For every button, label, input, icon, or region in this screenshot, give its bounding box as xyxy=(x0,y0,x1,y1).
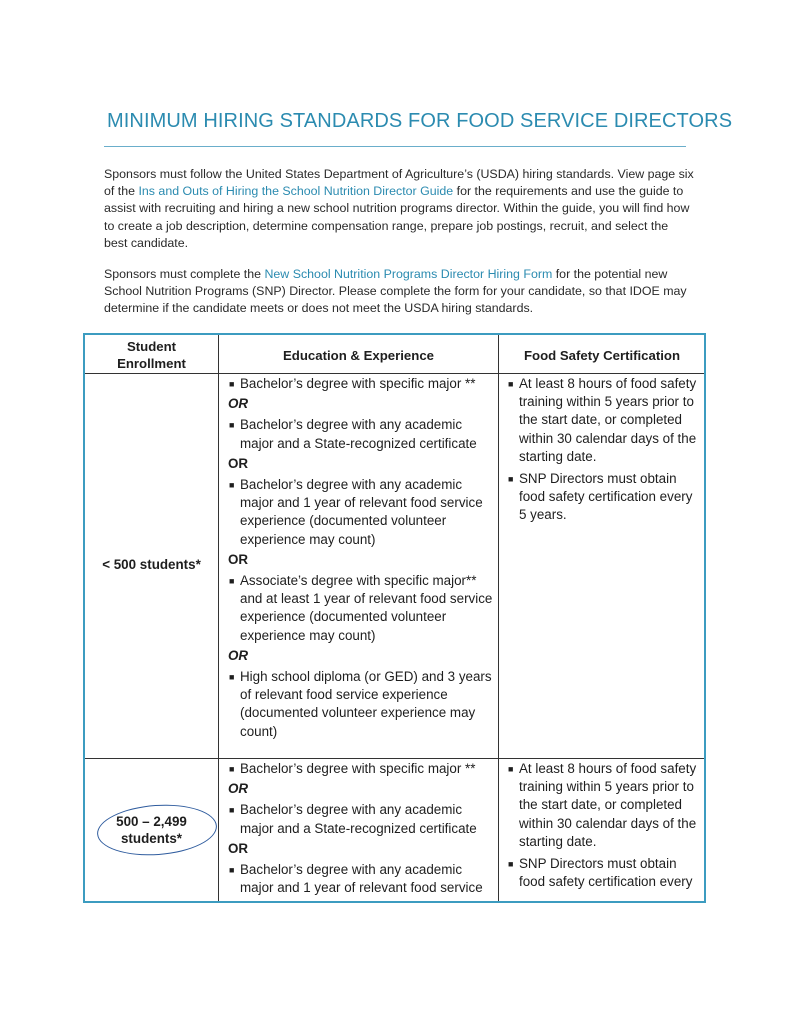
header-food-safety: Food Safety Certification xyxy=(523,348,681,363)
enrollment-line: 500 – 2,499 xyxy=(116,814,187,829)
guide-link[interactable]: Ins and Outs of Hiring the School Nutrition Director Guide xyxy=(138,184,454,199)
food-safety-cell xyxy=(507,760,703,891)
list-item xyxy=(507,375,703,466)
row-divider xyxy=(85,373,704,374)
list-item xyxy=(228,572,494,645)
list-item xyxy=(507,855,703,891)
or-separator: OR xyxy=(228,781,249,797)
or-separator: OR xyxy=(228,647,249,663)
intro-text: for the potential new School Nutrition Programs (SNP) Director. Please complete the form for your candidate, so that IDOE may determine if the candidate meets or does not meet the USDA hiring standards. xyxy=(104,267,687,316)
list-item xyxy=(228,760,494,778)
enrollment-cell: < 500 students* xyxy=(102,557,201,572)
enrollment-cell xyxy=(85,813,218,847)
hiring-standards-table xyxy=(83,333,706,903)
list-item-text: Bachelor’s degree with specific major ** xyxy=(240,376,476,391)
square-bullet-icon: ■ xyxy=(508,474,514,485)
list-item-text: Bachelor’s degree with any academic major and a State-recognized certificate xyxy=(240,417,477,451)
square-bullet-icon: ■ xyxy=(229,764,235,774)
list-item-text: At least 8 hours of food safety training within 5 years prior to the start date, or completed within 30 calendar days of the starting date. xyxy=(519,376,697,464)
header-education: Education & Experience xyxy=(283,348,434,363)
list-item xyxy=(228,476,494,549)
row-divider xyxy=(85,758,704,759)
list-item xyxy=(228,375,494,393)
list-item-text: High school diploma (or GED) and 3 years of relevant food service experience (documented volunteer experience may count) xyxy=(240,669,492,739)
intro-paragraph-1 xyxy=(104,166,694,252)
list-item-text: Bachelor’s degree with any academic major and 1 year of relevant food service xyxy=(240,862,483,896)
page-title: MINIMUM HIRING STANDARDS FOR FOOD SERVICE DIRECTORS xyxy=(107,110,733,132)
list-item xyxy=(228,416,494,452)
square-bullet-icon: ■ xyxy=(229,379,235,389)
education-cell xyxy=(228,375,494,741)
column-divider xyxy=(498,335,499,901)
column-divider xyxy=(218,335,219,901)
square-bullet-icon: ■ xyxy=(229,576,235,587)
square-bullet-icon: ■ xyxy=(229,672,235,683)
education-cell xyxy=(228,760,494,897)
title-divider xyxy=(104,146,686,147)
list-item xyxy=(507,760,703,851)
list-item-text: SNP Directors must obtain food safety certification every xyxy=(519,856,693,890)
list-item-text: Bachelor’s degree with specific major ** xyxy=(240,761,476,776)
or-separator: OR xyxy=(228,840,249,856)
or-separator: OR xyxy=(228,396,249,412)
enrollment-line: students* xyxy=(120,831,182,846)
list-item-text: Bachelor’s degree with any academic major and a State-recognized certificate xyxy=(240,802,477,836)
list-item xyxy=(228,801,494,837)
square-bullet-icon: ■ xyxy=(229,480,235,491)
or-separator: OR xyxy=(228,455,249,471)
square-bullet-icon: ■ xyxy=(229,420,235,431)
header-enrollment-line: Student xyxy=(126,339,177,354)
header-enrollment xyxy=(85,338,218,372)
list-item-text: Associate’s degree with specific major** and at least 1 year of relevant food service experience (documented volunteer experience may count) xyxy=(240,573,493,643)
square-bullet-icon: ■ xyxy=(229,865,235,876)
header-enrollment-line: Enrollment xyxy=(117,356,186,371)
list-item-text: Bachelor’s degree with any academic major and 1 year of relevant food service experience (documented volunteer experience may count) xyxy=(240,477,483,547)
hiring-form-link[interactable]: New School Nutrition Programs Director Hiring Form xyxy=(264,267,553,281)
food-safety-cell xyxy=(507,375,703,525)
square-bullet-icon: ■ xyxy=(508,764,514,774)
list-item xyxy=(507,470,703,525)
square-bullet-icon: ■ xyxy=(229,805,235,816)
intro-text: for the requirements and use the guide to assist with recruiting and hiring a new school nutrition programs director. Within the guide, you will find how to create a job description, determine compensation range, prepare job postings, recruit, and select the best candidate. xyxy=(104,184,690,250)
list-item-text: At least 8 hours of food safety training within 5 years prior to the start date, or completed within 30 calendar days of the starting date. xyxy=(519,761,697,849)
intro-text: Sponsors must complete the xyxy=(104,267,265,281)
square-bullet-icon: ■ xyxy=(508,859,514,870)
list-item xyxy=(228,668,494,741)
list-item-text: SNP Directors must obtain food safety certification every 5 years. xyxy=(519,471,693,523)
or-separator: OR xyxy=(228,551,249,567)
list-item xyxy=(228,861,494,897)
intro-paragraph-2 xyxy=(104,266,694,318)
intro-text: Sponsors must follow the United States Department of Agriculture’s (USDA) hiring standards. View page six of the xyxy=(104,167,694,199)
square-bullet-icon: ■ xyxy=(508,379,514,389)
